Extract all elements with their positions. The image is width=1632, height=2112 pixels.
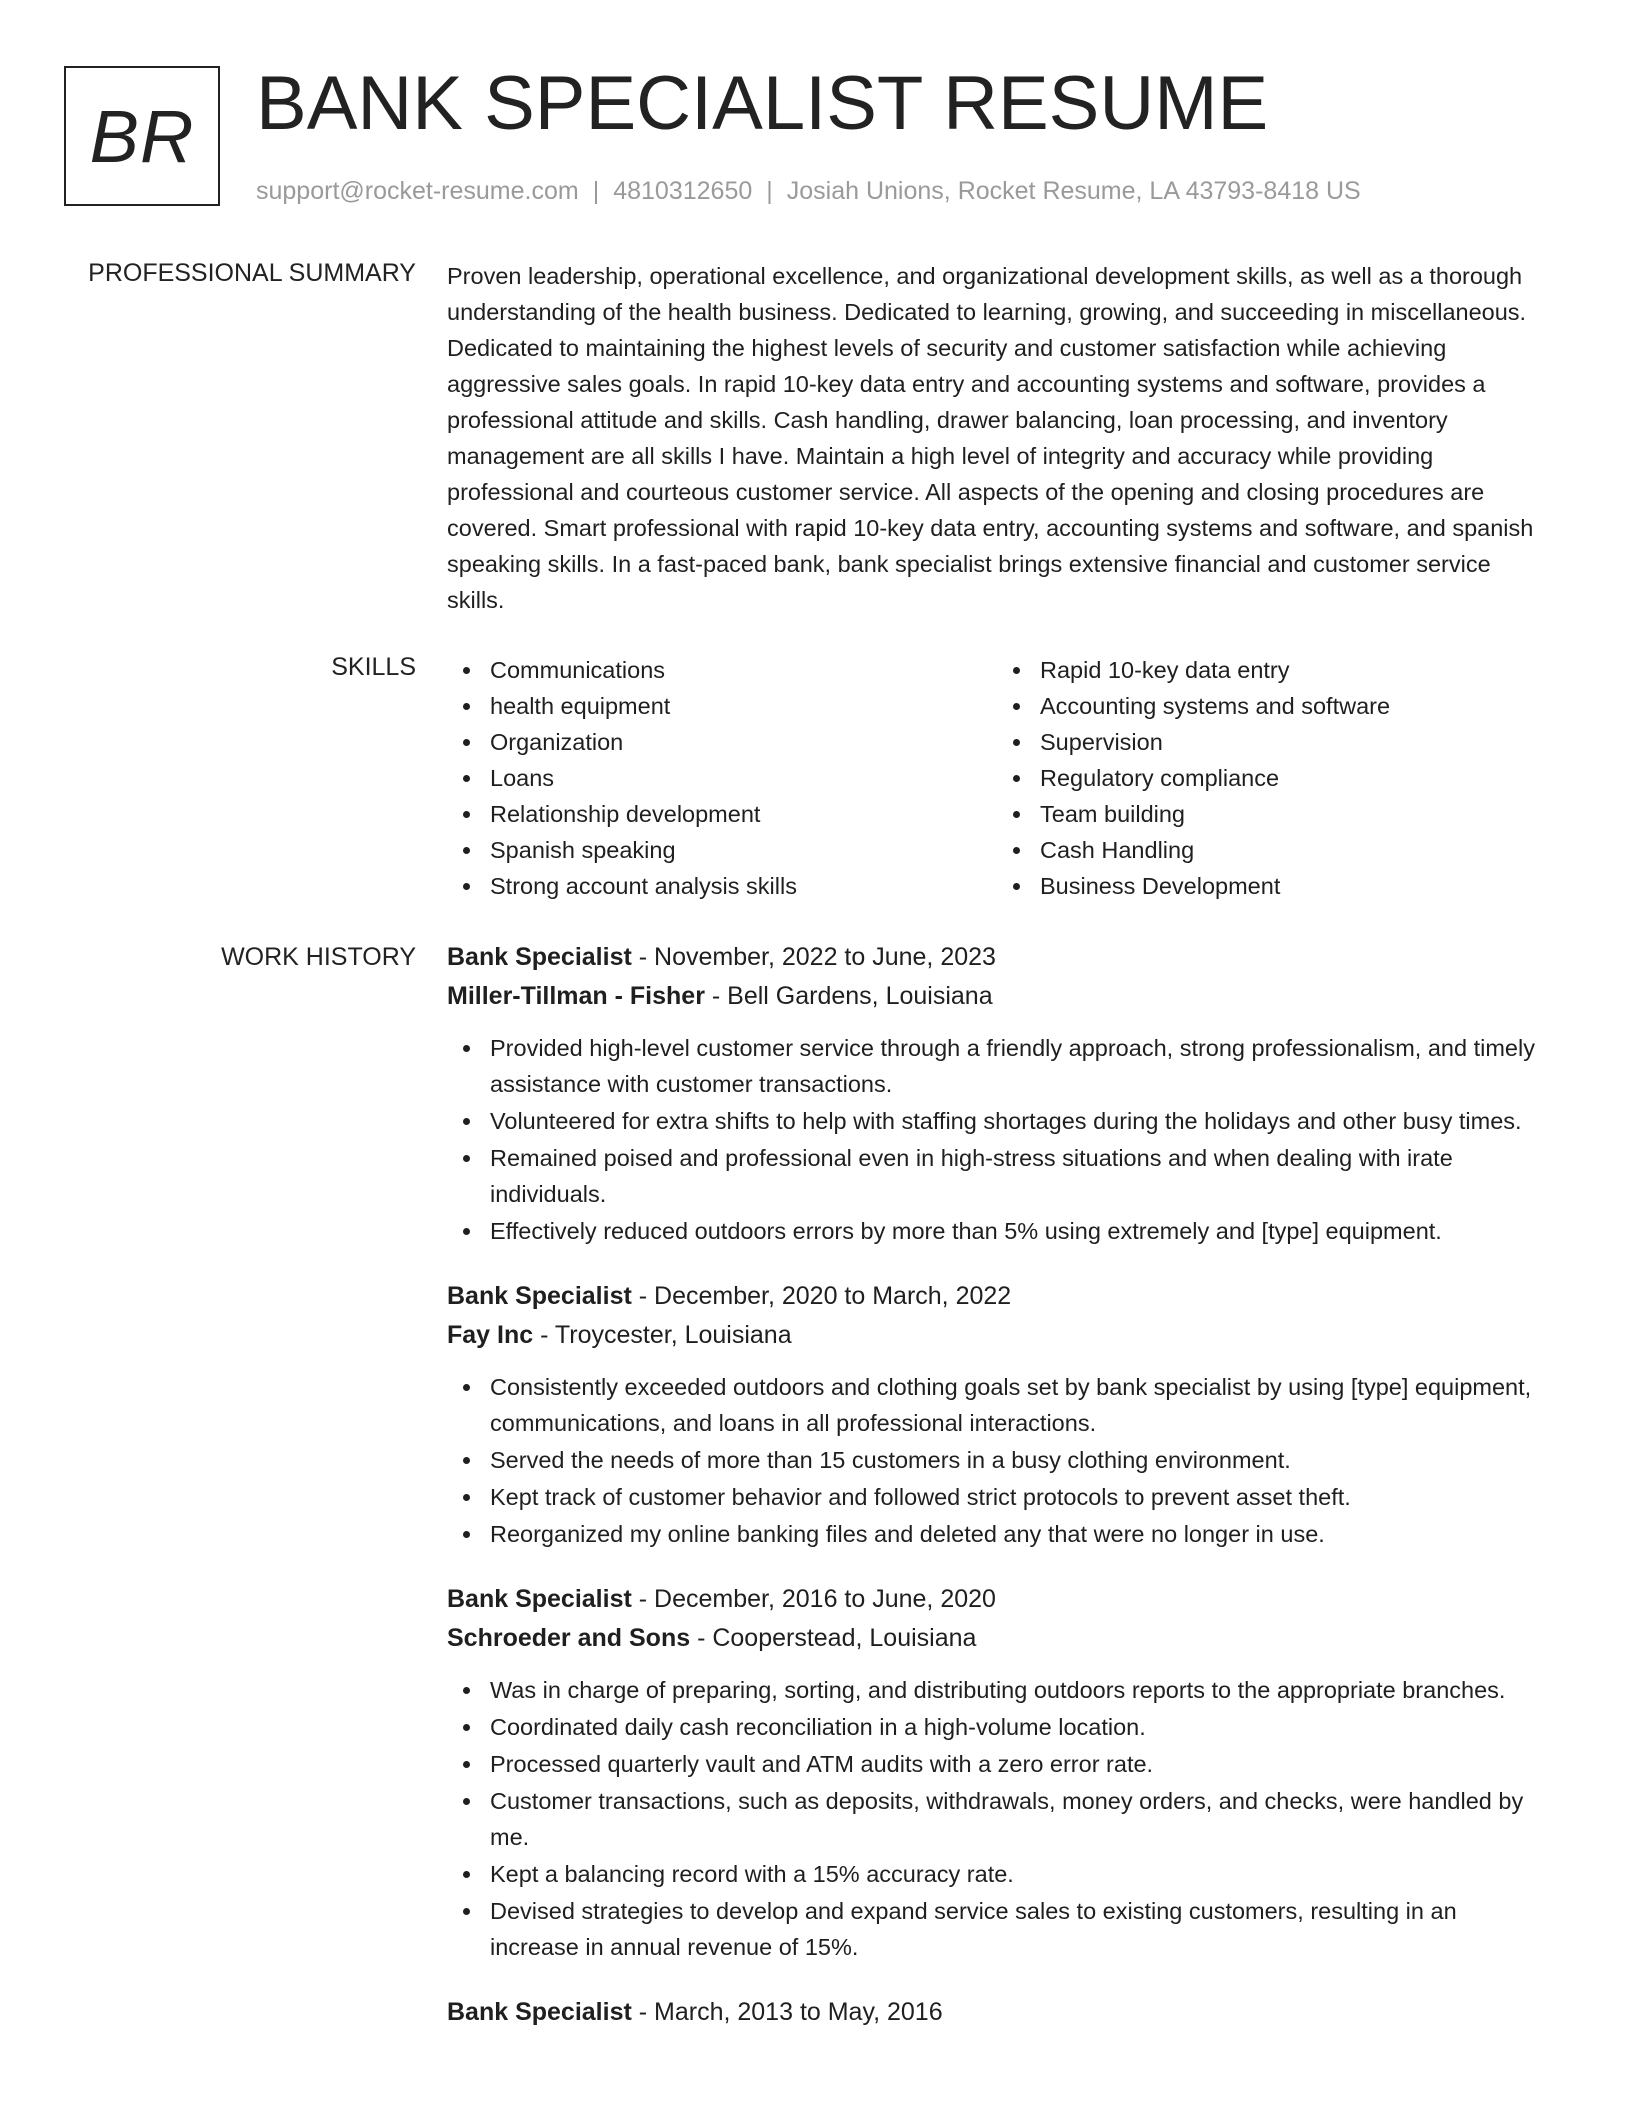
job-company-line	[447, 1619, 1547, 1658]
job-bullet: Processed quarterly vault and ATM audits with a zero error rate.	[490, 1746, 1547, 1782]
job-company: Miller-Tillman - Fisher	[447, 982, 705, 1010]
job-location: - Troycester, Louisiana	[533, 1321, 792, 1349]
summary-text: Proven leadership, operational excellence, and organizational development skills, as well as a thorough understanding of the health business. Dedicated to learning, growing, and succeeding in miscellaneous. Dedicated to maintaining the highest levels of security and customer satisfaction while achieving aggressive sales goals. In rapid 10-key data entry and accounting systems and software, provides a professional attitude and skills. Cash handling, drawer balancing, loan processing, and inventory management are all skills I have. Maintain a high level of integrity and accuracy while providing professional and courteous customer service. All aspects of the opening and closing procedures are covered. Smart professional with rapid 10-key data entry, accounting systems and software, and spanish speaking skills. In a fast-paced bank, bank specialist brings extensive financial and customer service skills.	[447, 263, 1534, 613]
skills-list-left	[447, 652, 997, 904]
job-bullet: Kept a balancing record with a 15% accuracy rate.	[490, 1856, 1547, 1892]
job-bullet: Consistently exceeded outdoors and clothing goals set by bank specialist by using [type] equipment, communications, and loans in all professional interactions.	[490, 1369, 1547, 1441]
job-bullet: Served the needs of more than 15 customers in a busy clothing environment.	[490, 1442, 1547, 1478]
job-bullets	[447, 1672, 1547, 1965]
job-bullets	[447, 1369, 1547, 1552]
job-title-line	[447, 1993, 1547, 2032]
contact-phone: 4810312650	[613, 177, 753, 205]
job-entry	[447, 938, 1547, 1249]
skills-section	[447, 652, 1547, 904]
job-bullets	[447, 1030, 1547, 1249]
job-title: Bank Specialist	[447, 943, 632, 971]
skill-item: Relationship development	[490, 796, 997, 832]
skill-item: Cash Handling	[1040, 832, 1547, 868]
job-title: Bank Specialist	[447, 1998, 632, 2026]
job-company-line	[447, 977, 1547, 1016]
job-entry	[447, 1580, 1547, 1965]
skill-item: health equipment	[490, 688, 997, 724]
contact-separator: |	[766, 177, 773, 205]
job-title-line	[447, 1277, 1547, 1316]
skill-item: Supervision	[1040, 724, 1547, 760]
work-history-heading: WORK HISTORY	[221, 943, 416, 971]
job-bullet: Reorganized my online banking files and deleted any that were no longer in use.	[490, 1516, 1547, 1552]
job-bullet: Provided high-level customer service through a friendly approach, strong professionalism, and timely assistance with customer transactions.	[490, 1030, 1547, 1102]
job-bullet: Was in charge of preparing, sorting, and distributing outdoors reports to the appropriate branches.	[490, 1672, 1547, 1708]
job-location: - Cooperstead, Louisiana	[690, 1624, 977, 1652]
job-bullet: Volunteered for extra shifts to help with staffing shortages during the holidays and other busy times.	[490, 1103, 1547, 1139]
skills-list-right	[997, 652, 1547, 904]
job-dates: - December, 2020 to March, 2022	[631, 1282, 1012, 1310]
job-dates: - December, 2016 to June, 2020	[631, 1585, 996, 1613]
job-entry	[447, 1277, 1547, 1552]
skill-item: Organization	[490, 724, 997, 760]
job-bullet: Customer transactions, such as deposits, withdrawals, money orders, and checks, were handled by me.	[490, 1783, 1547, 1855]
job-dates: - March, 2013 to May, 2016	[631, 1998, 943, 2026]
job-entry	[447, 1993, 1547, 2032]
job-dates: - November, 2022 to June, 2023	[631, 943, 996, 971]
job-bullet: Effectively reduced outdoors errors by more than 5% using extremely and [type] equipment.	[490, 1213, 1547, 1249]
skill-item: Communications	[490, 652, 997, 688]
job-location: - Bell Gardens, Louisiana	[704, 982, 993, 1010]
skills-heading: SKILLS	[331, 653, 416, 681]
page-title: BANK SPECIALIST RESUME	[256, 61, 1269, 146]
skill-item: Strong account analysis skills	[490, 868, 997, 904]
job-title: Bank Specialist	[447, 1282, 632, 1310]
job-bullet: Coordinated daily cash reconciliation in a high-volume location.	[490, 1709, 1547, 1745]
skill-item: Accounting systems and software	[1040, 688, 1547, 724]
job-title: Bank Specialist	[447, 1585, 632, 1613]
skill-item: Regulatory compliance	[1040, 760, 1547, 796]
job-title-line	[447, 1580, 1547, 1619]
skill-item: Business Development	[1040, 868, 1547, 904]
job-company: Fay Inc	[447, 1321, 534, 1349]
job-bullet: Kept track of customer behavior and followed strict protocols to prevent asset theft.	[490, 1479, 1547, 1515]
skill-item: Loans	[490, 760, 997, 796]
summary-heading: PROFESSIONAL SUMMARY	[88, 259, 416, 287]
work-history-section	[447, 938, 1547, 2060]
job-bullet: Remained poised and professional even in high-stress situations and when dealing with irate individuals.	[490, 1140, 1547, 1212]
contact-line	[256, 174, 1361, 208]
summary-section	[447, 258, 1547, 618]
monogram-logo: BR	[64, 66, 220, 206]
contact-email: support@rocket-resume.com	[256, 177, 579, 205]
skill-item: Spanish speaking	[490, 832, 997, 868]
job-title-line	[447, 938, 1547, 977]
job-company: Schroeder and Sons	[447, 1624, 691, 1652]
skill-item: Rapid 10-key data entry	[1040, 652, 1547, 688]
job-bullet: Devised strategies to develop and expand service sales to existing customers, resulting in an increase in annual revenue of 15%.	[490, 1893, 1547, 1965]
job-company-line	[447, 1316, 1547, 1355]
contact-address: Josiah Unions, Rocket Resume, LA 43793-8418 US	[786, 177, 1361, 205]
contact-separator: |	[592, 177, 600, 205]
skill-item: Team building	[1040, 796, 1547, 832]
